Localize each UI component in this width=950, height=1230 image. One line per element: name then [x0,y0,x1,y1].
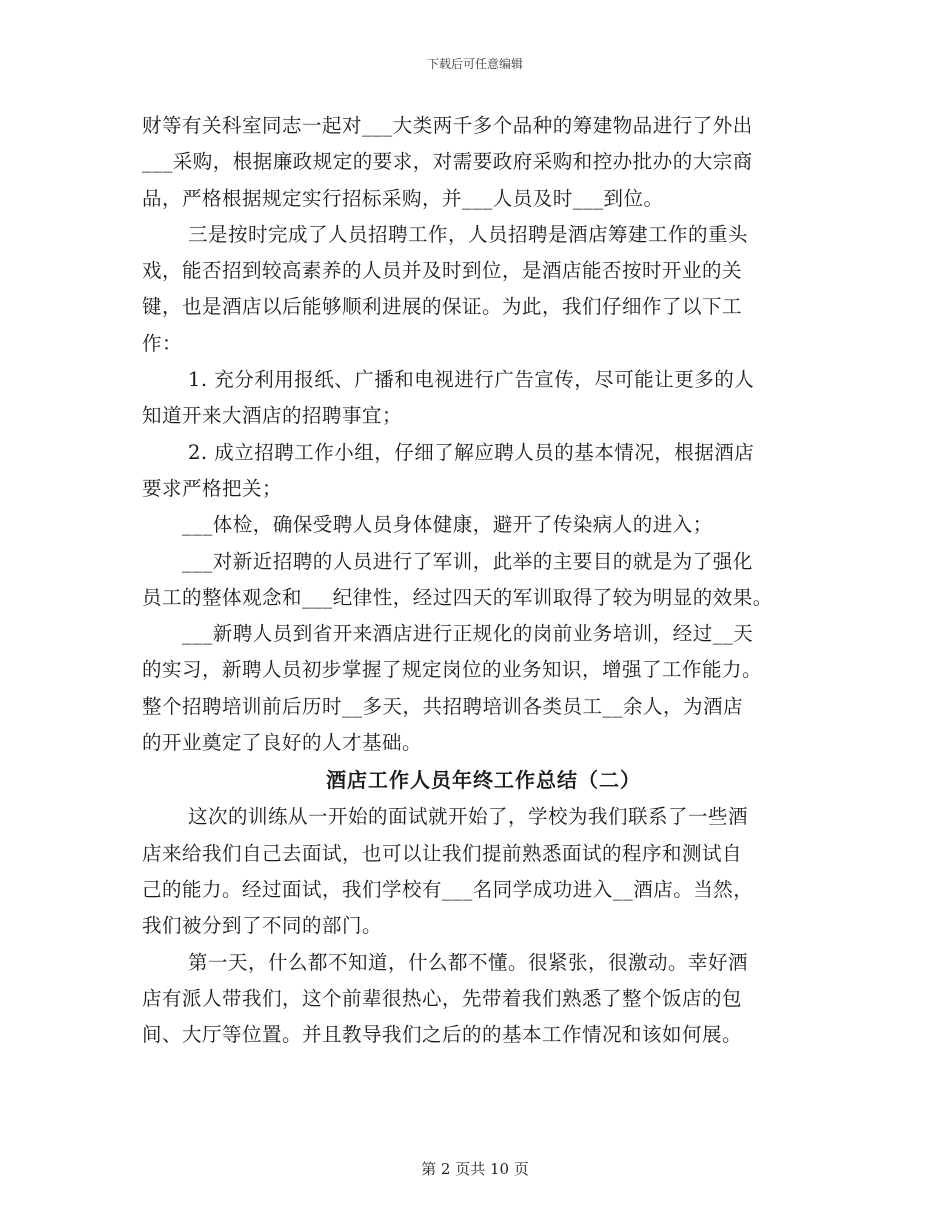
paragraph-line: 店来给我们自己去面试，也可以让我们提前熟悉面试的程序和测试自 [142,841,743,865]
paragraph-line: ___对新近招聘的人员进行了军训，此举的主要目的就是为了强化 [182,549,753,573]
paragraph-line: 的实习，新聘人员初步掌握了规定岗位的业务知识，增强了工作能力。 [142,658,763,682]
paragraph-line: 员工的整体观念和___纪律性，经过四天的军训取得了较为明显的效果。 [142,585,773,609]
page-footer: 第 2 页共 10 页 [421,1160,529,1178]
paragraph-line: 品，严格根据规定实行招标采购，并___人员及时___到位。 [142,186,664,210]
paragraph-line: 键，也是酒店以后能够顺利进展的保证。为此，我们仔细作了以下工 [142,295,743,319]
paragraph-line: 第一天，什么都不知道，什么都不懂。很紧张，很激动。幸好酒 [188,950,749,974]
paragraph-line: 财等有关科室同志一起对___大类两千多个品种的筹建物品进行了外出 [142,114,753,137]
page-header: 下载后可任意编辑 [426,57,523,71]
paragraph-line: 整个招聘培训前后历时__多天，共招聘培训各类员工__余人，为酒店 [142,694,744,718]
paragraph-line: 间、大厅等位置。并且教导我们之后的的基本工作情况和该如何展。 [142,1023,743,1047]
paragraph-line: 戏，能否招到较高素养的人员并及时到位，是酒店能否按时开业的关 [142,259,743,283]
paragraph-line: 己的能力。经过面试，我们学校有___名同学成功进入__酒店。当然， [142,877,754,901]
paragraph-line: 我们被分到了不同的部门。 [142,914,383,938]
section-title: 酒店工作人员年终工作总结（二） [326,768,641,793]
paragraph-line: ___体检，确保受聘人员身体健康，避开了传染病人的进入； [182,513,713,537]
paragraph-line: 的开业奠定了良好的人才基础。 [142,731,423,755]
paragraph-line: ___采购，根据廉政规定的要求，对需要政府采购和控办批办的大宗商 [142,150,753,174]
paragraph-line: ___新聘人员到省开来酒店进行正规化的岗前业务培训，经过__天 [182,622,754,646]
document-body [142,108,807,1053]
paragraph-line: 这次的训练从一开始的面试就开始了，学校为我们联系了一些酒 [188,805,749,829]
list-item-line: 1. 充分利用报纸、广播和电视进行广告宣传，尽可能让更多的人 [188,368,755,392]
list-item-line: 要求严格把关； [142,476,283,500]
paragraph-line: 店有派人带我们，这个前辈很热心，先带着我们熟悉了整个饭店的包 [142,986,743,1010]
paragraph-line: 作： [142,331,183,355]
paragraph-line: 三是按时完成了人员招聘工作，人员招聘是酒店筹建工作的重头 [188,222,749,246]
list-item-line: 2. 成立招聘工作小组，仔细了解应聘人员的基本情况，根据酒店 [188,440,755,464]
list-item-line: 知道开来大酒店的招聘事宜； [142,404,403,428]
